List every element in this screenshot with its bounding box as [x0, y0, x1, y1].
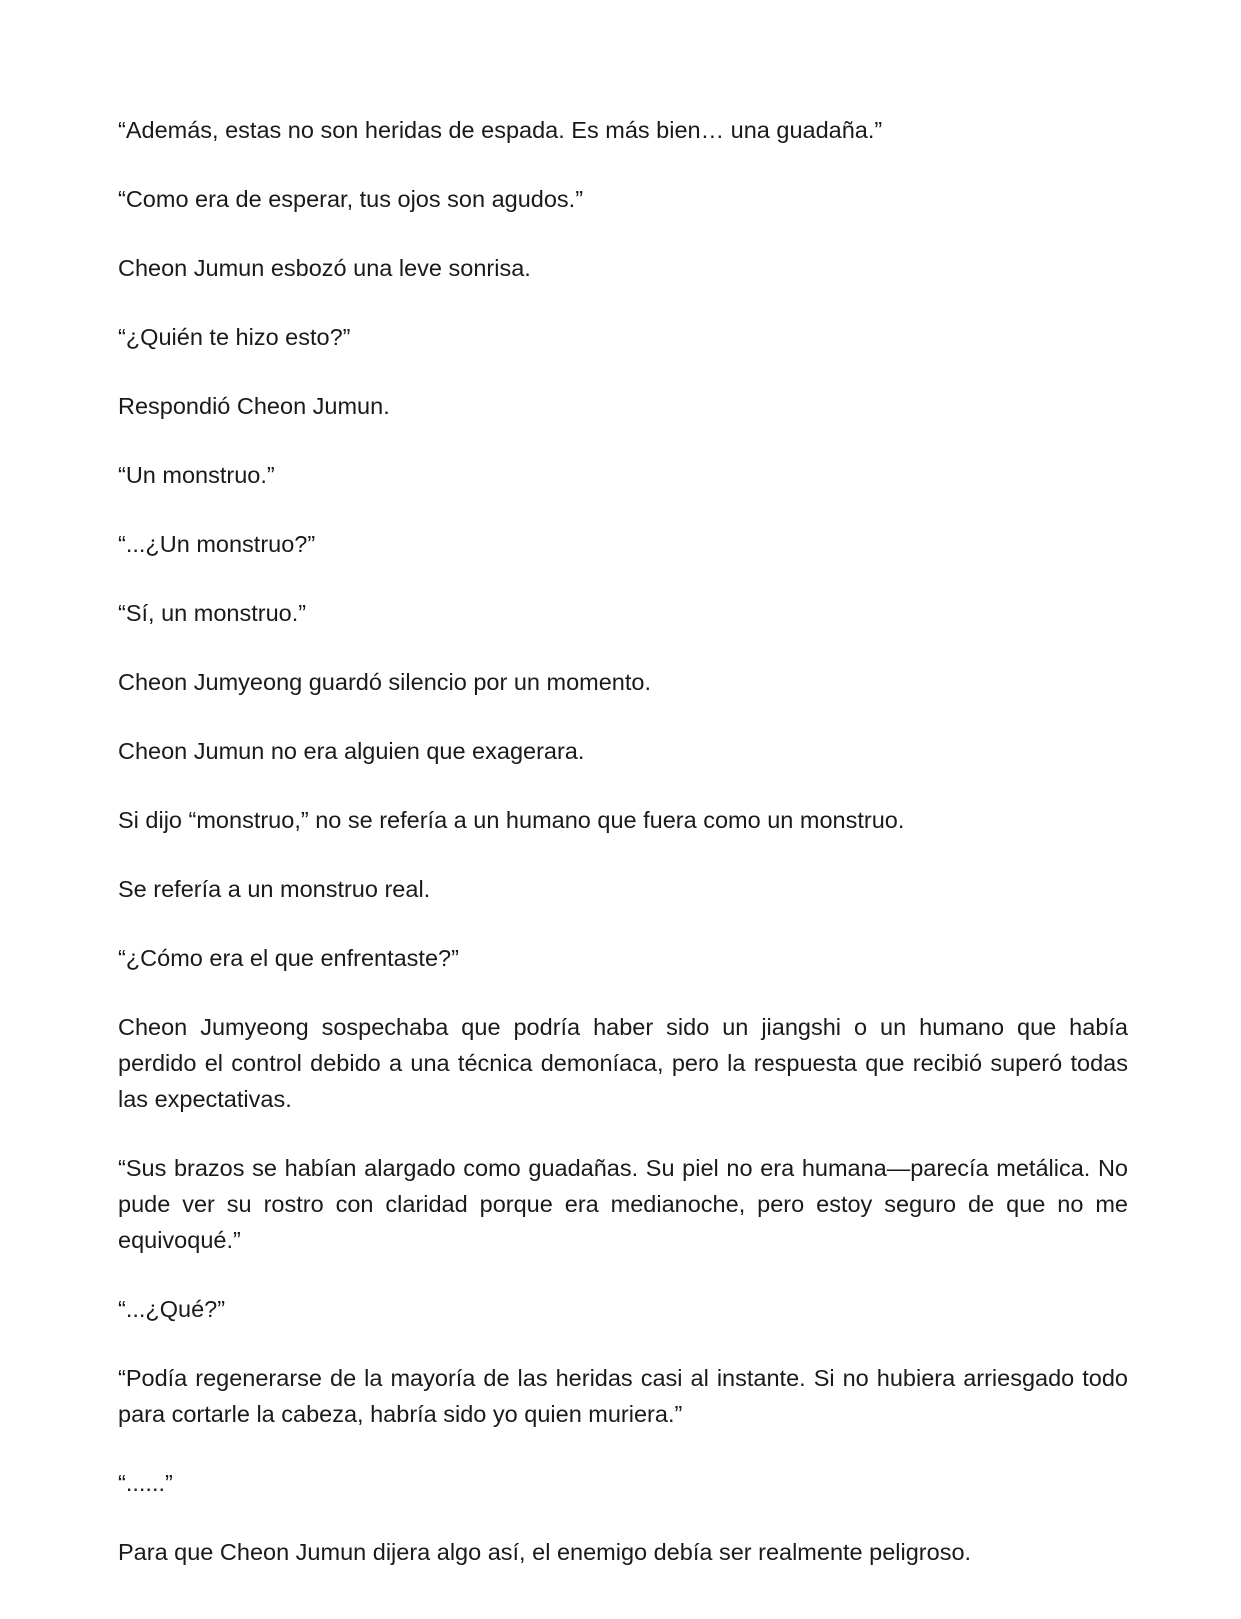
paragraph-11: Si dijo “monstruo,” no se refería a un humano que fuera como un monstruo.	[118, 807, 905, 833]
paragraph-14: Cheon Jumyeong sospechaba que podría haber sido un jiangshi o un humano que había perdido el control debido a una técnica demoníaca, pero la respuesta que recibió superó todas las expectativas.	[118, 1014, 1128, 1112]
paragraph-18: “......”	[118, 1470, 173, 1496]
paragraph-9: Cheon Jumyeong guardó silencio por un momento.	[118, 669, 651, 695]
paragraph-4: “¿Quién te hizo esto?”	[118, 324, 351, 350]
paragraph-6: “Un monstruo.”	[118, 462, 275, 488]
paragraph-17: “Podía regenerarse de la mayoría de las heridas casi al instante. Si no hubiera arriesgado todo para cortarle la cabeza, habría sido yo quien muriera.”	[118, 1365, 1128, 1427]
paragraph-5: Respondió Cheon Jumun.	[118, 393, 390, 419]
paragraph-16: “...¿Qué?”	[118, 1296, 226, 1322]
paragraph-10: Cheon Jumun no era alguien que exagerara.	[118, 738, 585, 764]
paragraph-3: Cheon Jumun esbozó una leve sonrisa.	[118, 255, 531, 281]
paragraph-1: “Además, estas no son heridas de espada. Es más bien… una guadaña.”	[118, 117, 883, 143]
paragraph-2: “Como era de esperar, tus ojos son agudos.”	[118, 186, 584, 212]
document-body	[118, 112, 1128, 1603]
paragraph-19: Para que Cheon Jumun dijera algo así, el enemigo debía ser realmente peligroso.	[118, 1539, 972, 1565]
paragraph-8: “Sí, un monstruo.”	[118, 600, 307, 626]
paragraph-15: “Sus brazos se habían alargado como guadañas. Su piel no era humana—parecía metálica. No pude ver su rostro con claridad porque era medianoche, pero estoy seguro de que no me equivoqué.”	[118, 1155, 1128, 1253]
paragraph-7: “...¿Un monstruo?”	[118, 531, 316, 557]
paragraph-12: Se refería a un monstruo real.	[118, 876, 431, 902]
paragraph-13: “¿Cómo era el que enfrentaste?”	[118, 945, 459, 971]
